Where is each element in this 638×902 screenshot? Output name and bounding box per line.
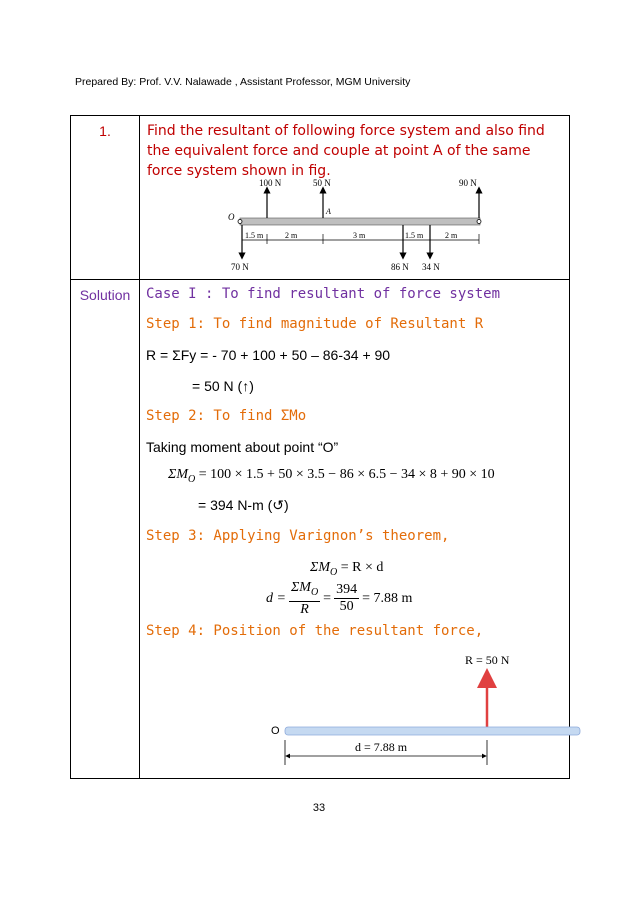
resultant-equation: R = ΣFy = - 70 + 100 + 50 – 86-34 + 90	[146, 347, 391, 363]
dim-5: 2 m	[445, 231, 458, 240]
resultant-diagram	[195, 640, 615, 780]
step1-heading: Step 1: To find magnitude of Resultant R	[146, 316, 484, 332]
beam	[240, 218, 480, 225]
varignon-equation: $\Sigma M_O = R \times d$	[310, 560, 384, 578]
label-100n: 100 N	[259, 178, 282, 188]
page-header: Prepared By: Prof. V.V. Nalawade , Assistant Professor, MGM University	[75, 76, 411, 88]
step4-heading: Step 4: Position of the resultant force,	[146, 623, 484, 639]
resultant-label: R = 50 N	[465, 653, 510, 667]
label-70n: 70 N	[231, 262, 249, 272]
step2-heading: Step 2: To find ΣMo	[146, 408, 307, 424]
question-number: 1.	[99, 123, 111, 139]
question-cell	[140, 116, 570, 280]
page-number: 33	[312, 802, 326, 814]
origin-label: O	[271, 725, 280, 737]
dim-1: 1.5 m	[245, 231, 264, 240]
distance-equation: d = $\frac{\Sigma M_O}{R}$ = $\frac{394}{50}$ = 7.88 m	[266, 580, 413, 617]
fraction-moment-over-r: $\frac{\Sigma M_O}{R}$	[290, 580, 319, 617]
solution-cell	[140, 280, 570, 779]
force-system-figure	[225, 178, 485, 283]
step3-heading: Step 3: Applying Varignon’s theorem,	[146, 528, 450, 544]
solution-label-cell	[71, 280, 140, 779]
label-point-a: A	[326, 207, 331, 216]
label-50n: 50 N	[313, 178, 331, 188]
dim-2: 2 m	[285, 231, 298, 240]
problem-table	[70, 115, 570, 779]
solution-label: Solution	[79, 287, 131, 303]
moment-intro: Taking moment about point “O”	[146, 439, 339, 455]
fraction-values: $\frac{394}{50}$	[336, 582, 358, 615]
resultant-beam	[285, 727, 580, 735]
solution-row	[71, 280, 570, 779]
label-86n: 86 N	[391, 262, 409, 272]
question-number-cell	[71, 116, 140, 280]
label-90n: 90 N	[459, 178, 477, 188]
resultant-value: = 50 N (↑)	[192, 378, 254, 394]
question-row	[71, 116, 570, 280]
moment-value: = 394 N-m (↺)	[198, 497, 289, 513]
question-text: Find the resultant of following force system and also find the equivalent force and couple at point A of the same force system shown in fig.	[147, 123, 545, 179]
label-point-o: O	[228, 212, 235, 222]
case-heading: Case I : To find resultant of force system	[146, 286, 501, 302]
dim-3: 3 m	[353, 231, 366, 240]
dim-4: 1.5 m	[405, 231, 424, 240]
moment-equation: $\Sigma M_O = 100 \times 1.5 + 50 \times 3.5 - 86 \times 6.5 - 34 \times 8 + 90 \times 10$	[168, 467, 495, 485]
label-34n: 34 N	[422, 262, 440, 272]
distance-label: d = 7.88 m	[355, 740, 408, 754]
